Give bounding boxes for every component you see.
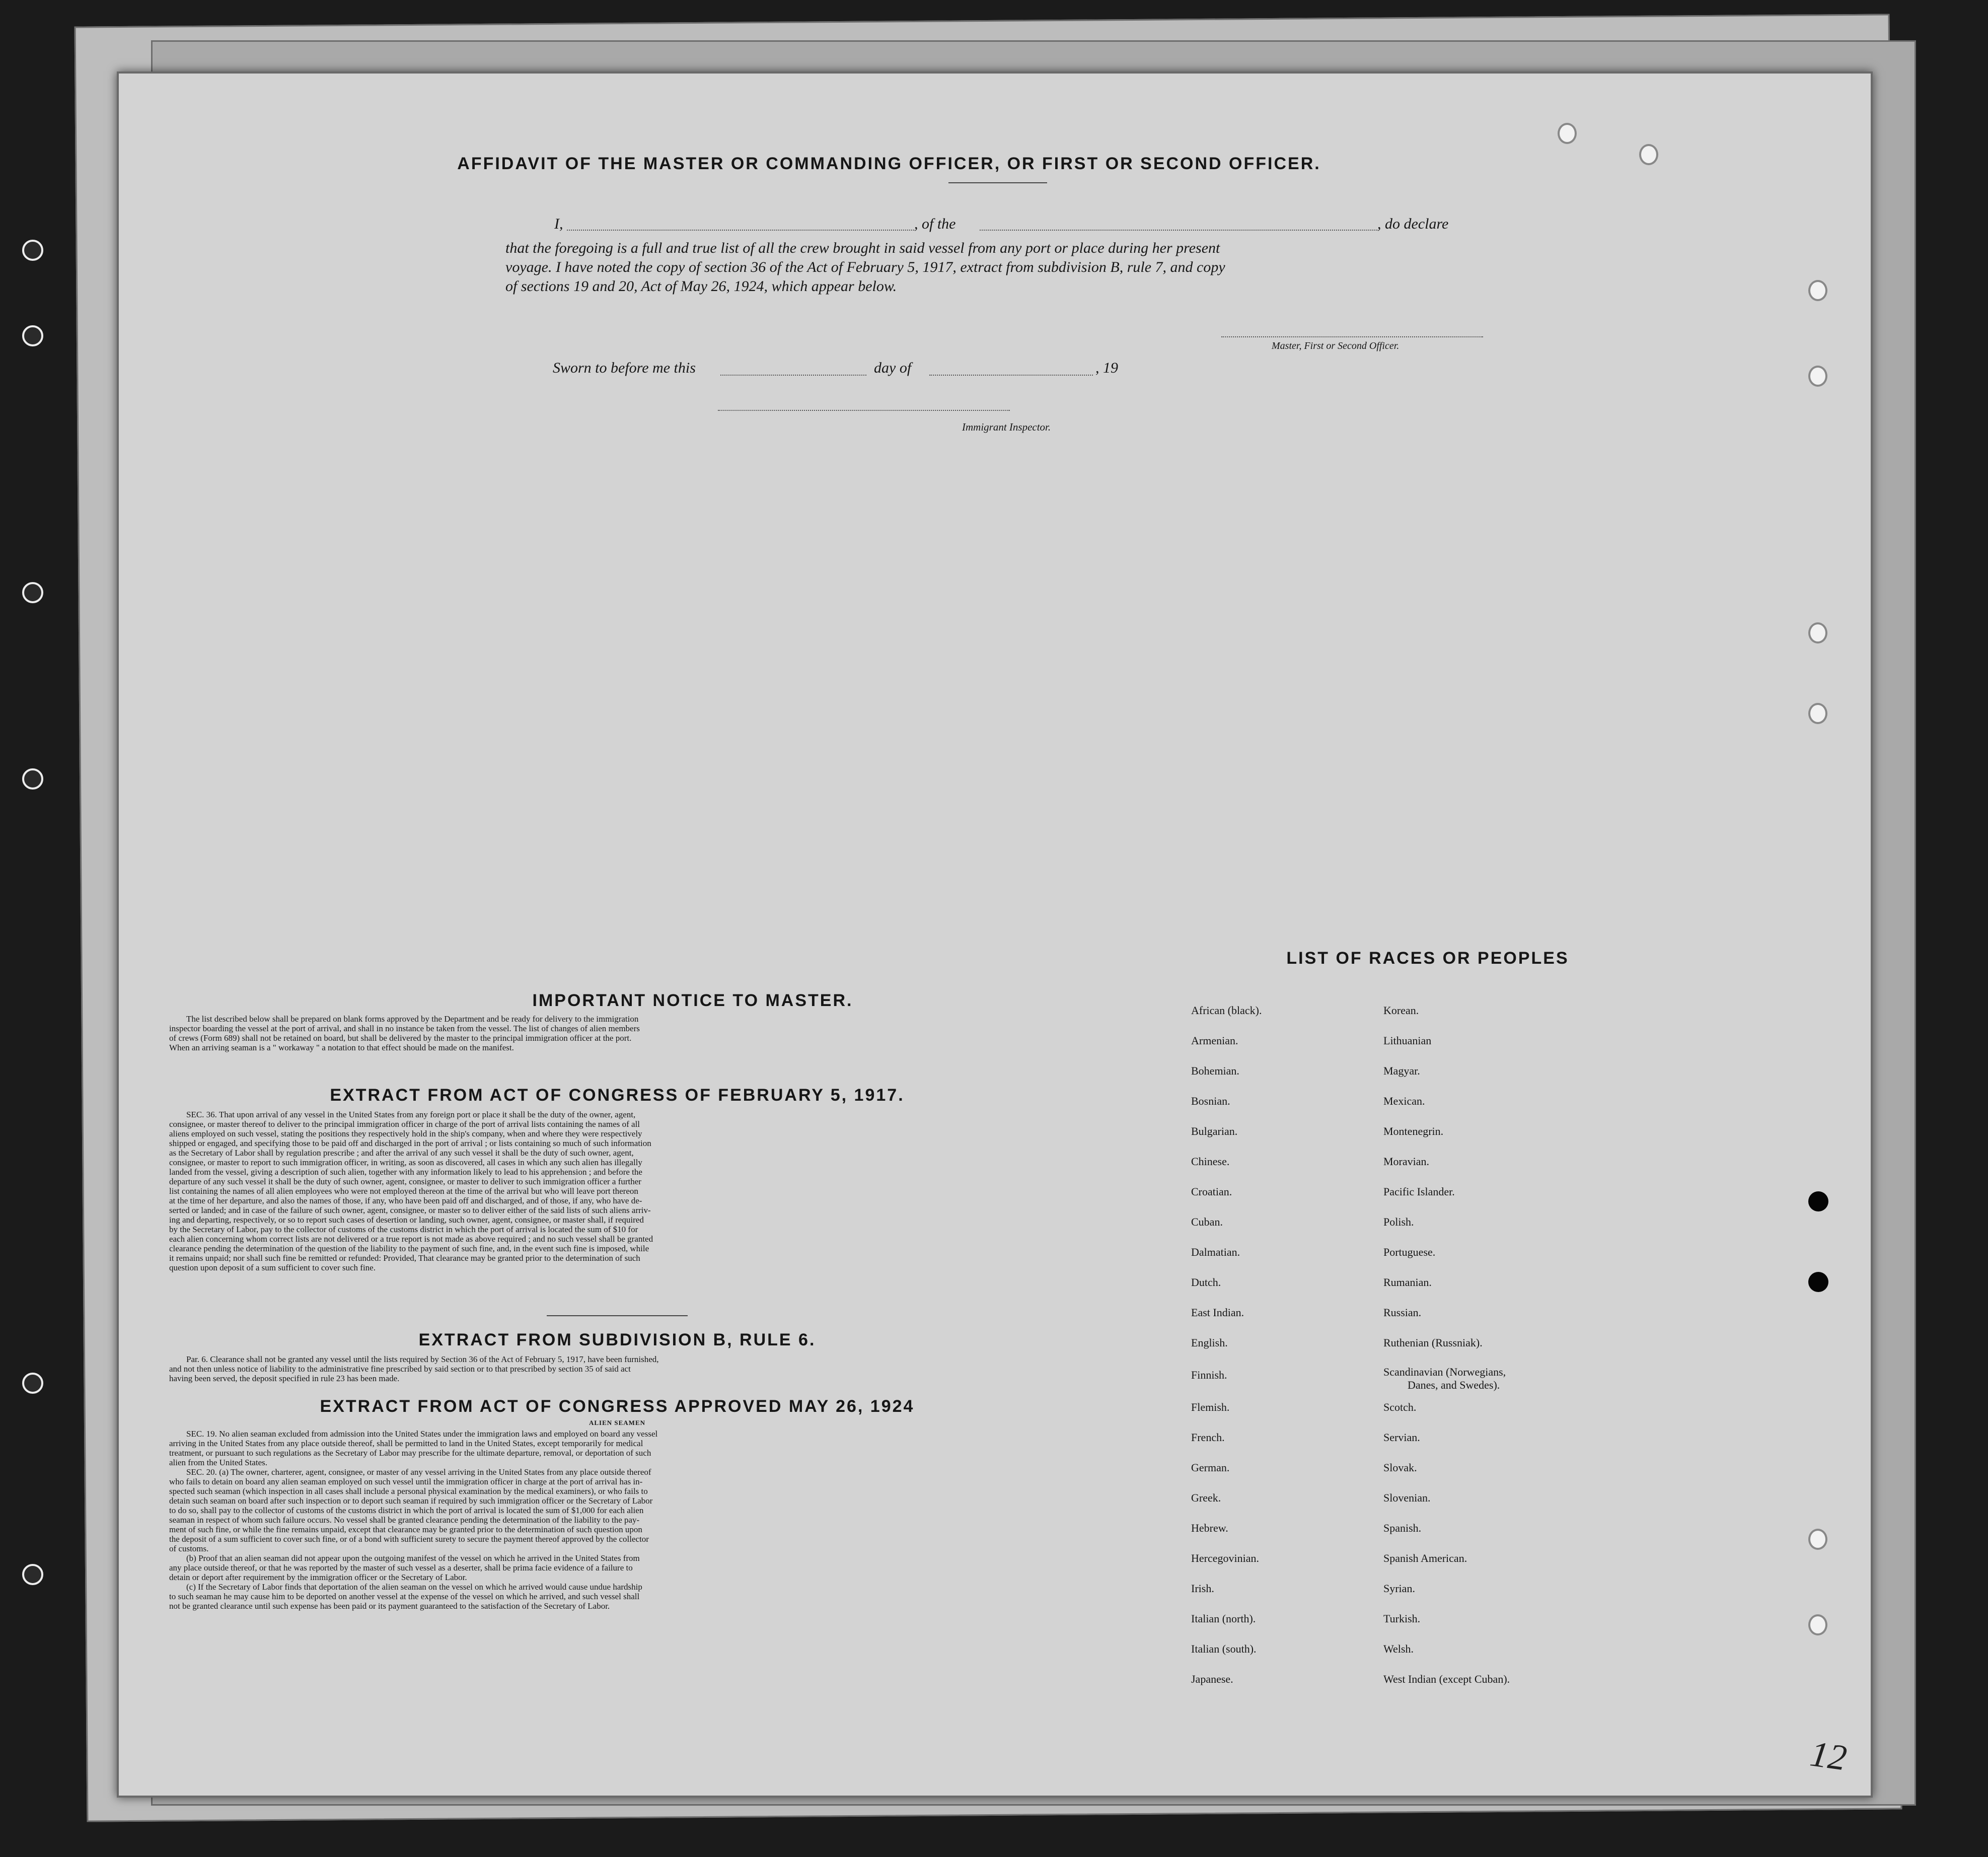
binder-hole xyxy=(22,1373,43,1394)
notice-line: When an arriving seaman is a " workaway " a notation to that effect should be made on the manifest. xyxy=(169,1043,514,1052)
extract-1917-title: EXTRACT FROM ACT OF CONGRESS OF FEBRUARY 5, 1917. xyxy=(330,1086,905,1105)
punch-hole xyxy=(1808,1272,1828,1292)
extract-1924-line: arriving in the United States from any place outside thereof, shall be permitted to land in the United States, except temporarily for medical xyxy=(169,1439,643,1448)
extract-1917-line: it remains unpaid; nor shall such fine be remitted or refunded: Provided, That clearance may be granted prior to the determination of such xyxy=(169,1253,640,1263)
race-left: Bulgarian. xyxy=(1191,1125,1238,1137)
extract-1924-title: EXTRACT FROM ACT OF CONGRESS APPROVED MAY 26, 1924 xyxy=(320,1397,915,1416)
title-divider xyxy=(948,182,1047,183)
races-title: LIST OF RACES OR PEOPLES xyxy=(1286,949,1569,968)
race-left: Armenian. xyxy=(1191,1034,1238,1047)
race-left: Chinese. xyxy=(1191,1155,1230,1168)
extract-1924-line: SEC. 20. (a) The owner, charterer, agent, consignee, or master of any vessel arriving in the United States from any place outside thereof xyxy=(186,1467,651,1477)
extract-1924-line: to do so, shall pay to the collector of customs of the customs district in which the port of arrival is located the sum of $1,000 for each alien xyxy=(169,1506,644,1515)
extract-1917-line: aliens employed on such vessel, stating the positions they respectively hold in the ship's company, when and where they were respectively xyxy=(169,1129,642,1138)
race-right: Syrian. xyxy=(1383,1582,1415,1595)
extract-1917-line: by the Secretary of Labor, pay to the collector of customs of the customs district in which the port of arrival is located the sum of $10 for xyxy=(169,1225,638,1234)
punch-hole xyxy=(1808,1191,1828,1211)
extract-1924-line: (c) If the Secretary of Labor finds that deportation of the alien seaman on the vessel on which he arrived would cause undue hardship xyxy=(186,1582,642,1592)
vessel-name-line xyxy=(980,230,1377,231)
document-page xyxy=(117,72,1873,1798)
race-right-continuation: Danes, and Swedes). xyxy=(1408,1379,1500,1391)
extract-1917-line: consignee, or master to report to such immigration officer, in writing, as soon as discovered, all cases in which any such alien has illegally xyxy=(169,1158,642,1167)
extract-1924-line: the deposit of a sum sufficient to cover such fine, or of a bond with sufficient surety to secure the payment thereof approved by the collector xyxy=(169,1534,649,1544)
notice-line: of crews (Form 689) shall not be retained on board, but shall be delivered by the master to the principal immigration officer at the port. xyxy=(169,1033,632,1043)
extract-1917-line: landed from the vessel, giving a description of such alien, together with any information likely to lead to his apprehension ; and before the xyxy=(169,1167,642,1177)
extract-1924-line: of customs. xyxy=(169,1544,209,1553)
race-right: Scandinavian (Norwegians, xyxy=(1383,1366,1506,1378)
race-right: Lithuanian xyxy=(1383,1034,1432,1047)
binder-hole xyxy=(22,240,43,261)
extract-1924-line: ment of such fine, or while the fine remains unpaid, except that clearance may be granted prior to the determination of such question upon xyxy=(169,1525,642,1534)
section-divider xyxy=(547,1315,688,1316)
race-right: Slovenian. xyxy=(1383,1491,1431,1504)
extract-rule6-text xyxy=(169,1354,1065,1383)
extract-1924-line: detain or deport after requirement by the immigration officer or the Secretary of Labor. xyxy=(169,1573,467,1582)
race-left: Bohemian. xyxy=(1191,1064,1239,1077)
sworn-day-line xyxy=(720,375,866,376)
race-left: French. xyxy=(1191,1431,1225,1444)
notice-line: inspector boarding the vessel at the port of arrival, and shall in no instance be taken from the vessel. The list of changes of alien members xyxy=(169,1024,640,1033)
race-left: Greek. xyxy=(1191,1491,1221,1504)
master-caption: Master, First or Second Officer. xyxy=(1272,340,1400,351)
extract-1924-line: (b) Proof that an alien seaman did not appear upon the outgoing manifest of the vessel on which he arrived in the United States from xyxy=(186,1553,640,1563)
extract-1917-line: as the Secretary of Labor shall by regulation prescribe ; and after the arrival of any such vessel it shall be the duty of such owner, agent, xyxy=(169,1148,634,1158)
extract-rule6-line: and not then unless notice of liability to the administrative fine prescribed by said section or to that prescribed by section 35 of said act xyxy=(169,1364,631,1374)
sworn-label: Sworn to before me this xyxy=(553,360,696,376)
binder-hole xyxy=(1808,1529,1827,1550)
extract-1924-text xyxy=(169,1429,1065,1611)
affidavit-line-3: of sections 19 and 20, Act of May 26, 1924, which appear below. xyxy=(505,278,897,295)
race-right: Russian. xyxy=(1383,1306,1422,1319)
extract-1917-line: departure of any such vessel it shall be the duty of such owner, agent, consignee, or master to deliver to such immigration officer a further xyxy=(169,1177,641,1186)
race-left: Flemish. xyxy=(1191,1401,1230,1413)
race-left: Croatian. xyxy=(1191,1185,1232,1198)
declarant-label: I, xyxy=(554,216,563,232)
binder-hole xyxy=(1808,622,1827,644)
extract-rule6-line: having been served, the deposit specified in rule 23 has been made. xyxy=(169,1374,400,1383)
race-left: Italian (south). xyxy=(1191,1642,1257,1655)
extract-1917-line: each alien concerning whom correct lists are not delivered or a true report is not made as above required ; and no such vessel shall be granted xyxy=(169,1234,653,1244)
binder-hole xyxy=(22,768,43,790)
race-right: Korean. xyxy=(1383,1004,1419,1017)
race-right: Rumanian. xyxy=(1383,1276,1432,1289)
of-the-label: , of the xyxy=(914,216,956,232)
extract-1917-line: ing and departing, respectively, or so to report such cases of desertion or landing, such owner, agent, consignee, or master shall, if required xyxy=(169,1215,644,1225)
binder-hole xyxy=(1558,123,1577,144)
extract-1924-line: spected such seaman (which inspection in all cases shall include a personal physical examination by the medical examiners), or who fails to xyxy=(169,1486,648,1496)
race-left: East Indian. xyxy=(1191,1306,1244,1319)
extract-1924-line: who fails to detain on board any alien seaman employed on such vessel until the immigration officer in charge at the port of arrival has in- xyxy=(169,1477,643,1486)
inspector-signature-line xyxy=(718,410,1010,411)
extract-1924-line: alien from the United States. xyxy=(169,1458,267,1467)
extract-1917-line: clearance pending the determination of the question of the liability to the payment of such fine, and, in the event such fine is imposed, while xyxy=(169,1244,649,1253)
race-right: Portuguese. xyxy=(1383,1246,1436,1258)
binder-hole xyxy=(1808,366,1827,387)
binder-hole xyxy=(1808,703,1827,724)
race-left: Cuban. xyxy=(1191,1216,1223,1228)
binder-hole xyxy=(1639,144,1658,165)
affidavit-line-2: voyage. I have noted the copy of section 36 of the Act of February 5, 1917, extract from subdivision B, rule 7, and copy xyxy=(505,259,1225,275)
extract-rule6-title: EXTRACT FROM SUBDIVISION B, RULE 6. xyxy=(418,1330,816,1349)
race-right: Mexican. xyxy=(1383,1095,1425,1107)
extract-1917-line: list containing the names of all alien employees who were not employed thereon at the time of the arrival but who will leave port thereon xyxy=(169,1186,638,1196)
binder-hole xyxy=(1808,280,1827,301)
sworn-month-line xyxy=(929,375,1093,376)
race-right: Ruthenian (Russniak). xyxy=(1383,1336,1483,1349)
race-right: Magyar. xyxy=(1383,1064,1420,1077)
declarant-name-line xyxy=(567,230,914,231)
master-signature-line xyxy=(1221,336,1483,337)
race-right: Slovak. xyxy=(1383,1461,1417,1474)
race-right: West Indian (except Cuban). xyxy=(1383,1673,1510,1685)
race-left: Hebrew. xyxy=(1191,1522,1228,1534)
binder-hole xyxy=(22,1564,43,1585)
notice-line: The list described below shall be prepared on blank forms approved by the Department and be ready for delivery to the immigration xyxy=(186,1014,639,1024)
extract-1924-line: to such seaman he may cause him to be deported on another vessel at the expense of the vessel on which he arrived, and such vessel shall xyxy=(169,1592,640,1601)
do-declare-label: , do declare xyxy=(1377,216,1449,232)
race-right: Scotch. xyxy=(1383,1401,1417,1413)
extract-1917-line: question upon deposit of a sum sufficient to cover such fine. xyxy=(169,1263,376,1272)
day-of-label: day of xyxy=(874,360,912,376)
race-left: African (black). xyxy=(1191,1004,1262,1017)
notice-text xyxy=(169,1014,1065,1052)
binder-hole xyxy=(22,582,43,603)
race-right: Welsh. xyxy=(1383,1642,1414,1655)
race-right: Turkish. xyxy=(1383,1612,1421,1625)
page-number: 12 xyxy=(1807,1733,1850,1778)
binder-hole xyxy=(1808,1614,1827,1635)
race-left: English. xyxy=(1191,1336,1228,1349)
race-left: German. xyxy=(1191,1461,1230,1474)
inspector-caption: Immigrant Inspector. xyxy=(962,421,1051,433)
extract-1924-line: SEC. 19. No alien seaman excluded from admission into the United States under the immigration laws and employed on board any vessel xyxy=(186,1429,658,1439)
extract-rule6-line: Par. 6. Clearance shall not be granted any vessel until the lists required by Section 36 of the Act of February 5, 1917, have been furnished, xyxy=(186,1354,659,1364)
extract-1917-text xyxy=(169,1110,1065,1272)
extract-1924-line: any place outside thereof, or that he was reported by the master of such vessel as a deserter, shall be prima facie evidence of a failure to xyxy=(169,1563,633,1573)
binder-hole xyxy=(22,325,43,346)
extract-1917-line: shipped or engaged, and specifying those to be paid off and discharged in the port of arrival ; or lists containing so much of such information xyxy=(169,1138,651,1148)
race-left: Dalmatian. xyxy=(1191,1246,1240,1258)
extract-1924-line: not be granted clearance until such expense has been paid or its payment guaranteed to the satisfaction of the Secretary of Labor. xyxy=(169,1601,610,1611)
race-left: Italian (north). xyxy=(1191,1612,1256,1625)
extract-1924-line: treatment, or pursuant to such regulations as the Secretary of Labor may prescribe for the ultimate departure, removal, or deportation of such xyxy=(169,1448,651,1458)
race-left: Bosnian. xyxy=(1191,1095,1230,1107)
race-right: Moravian. xyxy=(1383,1155,1430,1168)
race-right: Polish. xyxy=(1383,1216,1414,1228)
year-label: , 19 xyxy=(1095,360,1118,376)
race-right: Spanish. xyxy=(1383,1522,1422,1534)
affidavit-title: AFFIDAVIT OF THE MASTER OR COMMANDING OFFICER, OR FIRST OR SECOND OFFICER. xyxy=(457,154,1321,173)
race-right: Servian. xyxy=(1383,1431,1420,1444)
affidavit-line-1: that the foregoing is a full and true list of all the crew brought in said vessel from any port or place during her present xyxy=(505,240,1220,256)
race-left: Finnish. xyxy=(1191,1369,1227,1381)
race-right: Spanish American. xyxy=(1383,1552,1467,1564)
race-left: Hercegovinian. xyxy=(1191,1552,1259,1564)
race-left: Japanese. xyxy=(1191,1673,1233,1685)
extract-1924-line: seaman in respect of whom such failure occurs. No vessel shall be granted clearance pending the determination of the liability to the pay- xyxy=(169,1515,640,1525)
extract-1924-subtitle: ALIEN SEAMEN xyxy=(588,1419,646,1426)
extract-1917-line: at the time of her departure, and also the names of those, if any, who have been paid off and discharged, and of those, if any, who have de- xyxy=(169,1196,642,1205)
race-left: Dutch. xyxy=(1191,1276,1221,1289)
extract-1917-line: SEC. 36. That upon arrival of any vessel in the United States from any foreign port or place it shall be the duty of the owner, agent, xyxy=(186,1110,636,1119)
extract-1924-line: detain such seaman on board after such inspection or to deport such seaman if required by such immigration officer or the Secretary of Labor xyxy=(169,1496,653,1506)
extract-1917-line: serted or landed; and in case of the failure of such owner, agent, consignee, or master so to deliver either of the said lists of such aliens arriv- xyxy=(169,1205,651,1215)
race-right: Montenegrin. xyxy=(1383,1125,1444,1137)
race-left: Irish. xyxy=(1191,1582,1214,1595)
notice-title: IMPORTANT NOTICE TO MASTER. xyxy=(532,991,853,1010)
race-right: Pacific Islander. xyxy=(1383,1185,1455,1198)
extract-1917-line: consignee, or master thereof to deliver to the principal immigration officer in charge of the port of arrival lists containing the names of all xyxy=(169,1119,640,1129)
